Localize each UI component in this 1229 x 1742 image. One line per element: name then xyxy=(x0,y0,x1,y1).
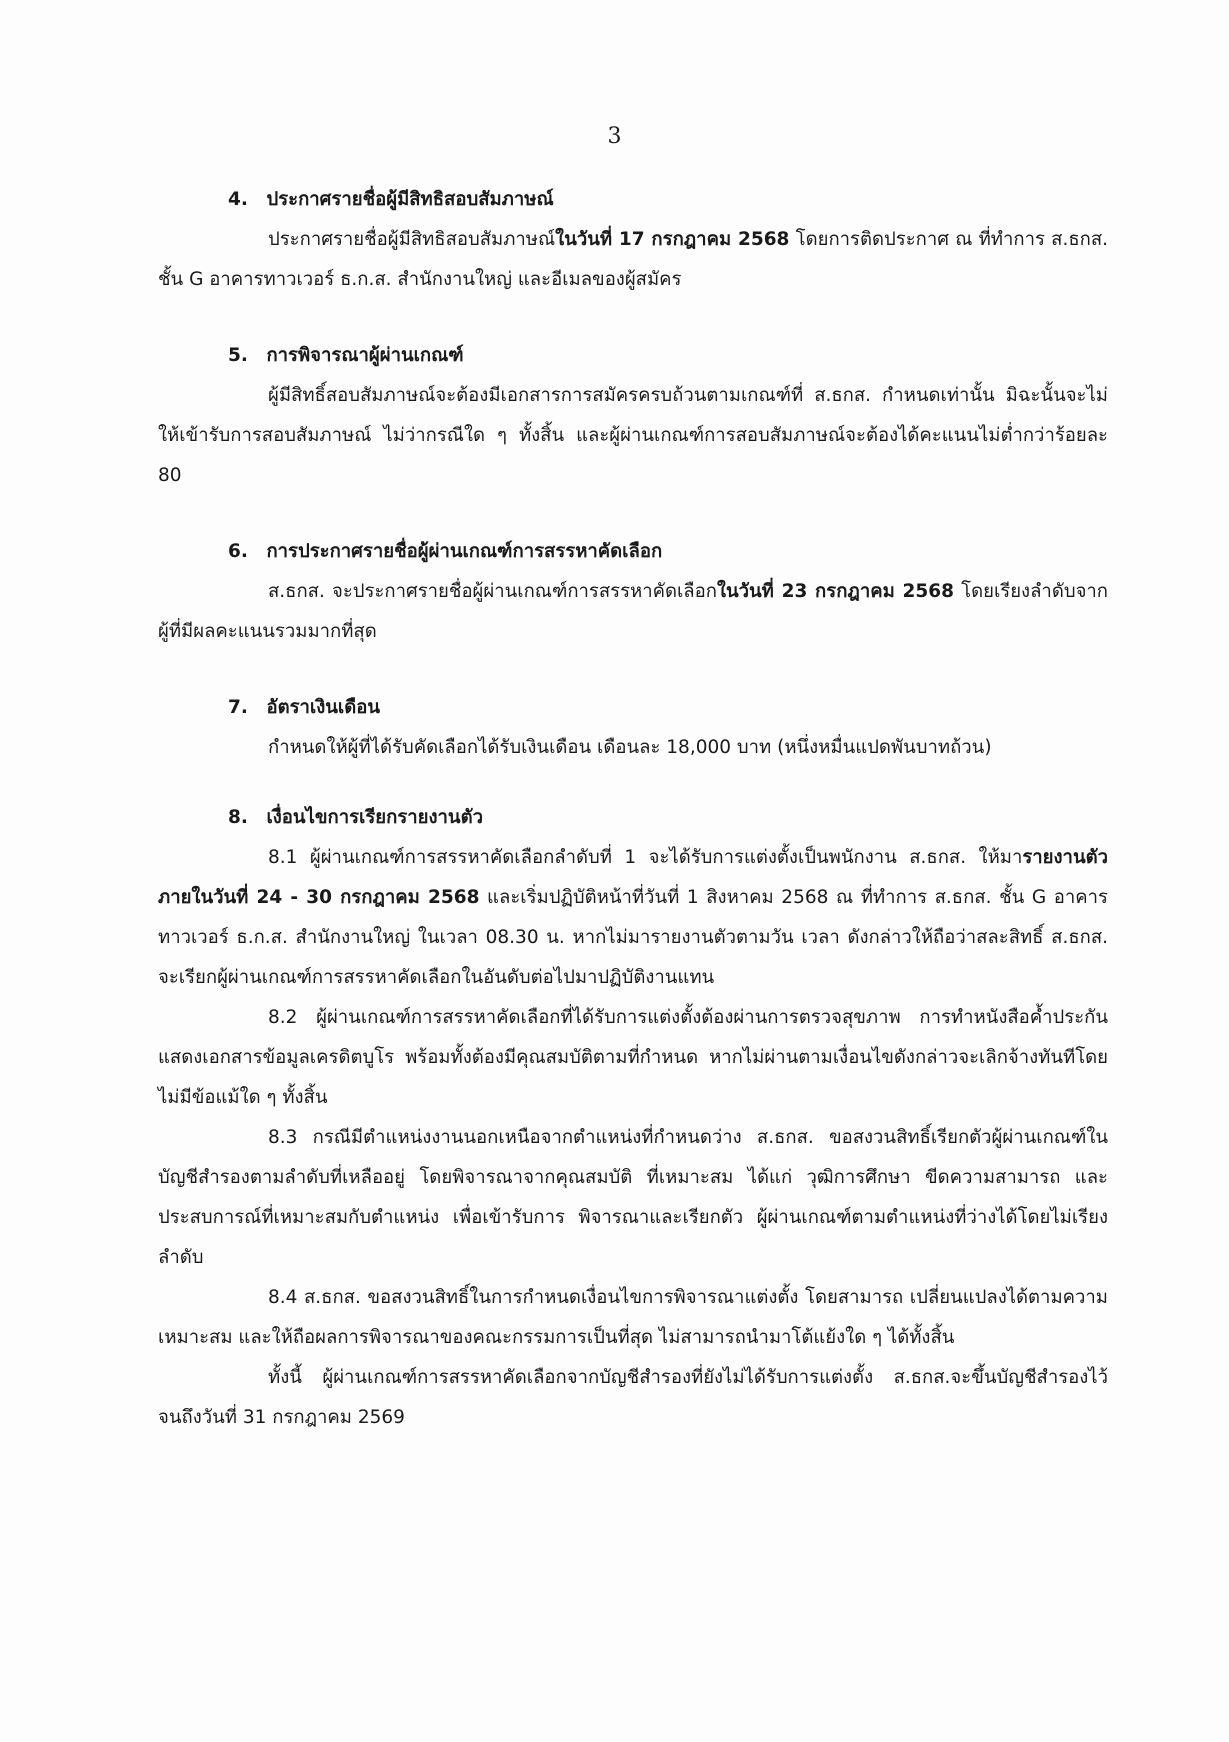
section-5 xyxy=(158,336,1108,496)
section-6 xyxy=(158,532,1108,652)
paragraph-8-2: 8.2 ผู้ผ่านเกณฑ์การสรรหาคัดเลือกที่ได้รับการแต่งตั้งต้องผ่านการตรวจสุขภาพ การทำหนังสือค้ำประกัน แสดงเอกสารข้อมูลเครดิตบูโร พร้อมทั้งต้องมีคุณสมบัติตามที่กำหนด หากไม่ผ่านตามเงื่อนไขดังกล่าวจะเลิกจ้างทันทีโดยไม่มีข้อแม้ใด ๆ ทั้งสิ้น xyxy=(158,1007,1108,1108)
section-title: อัตราเงินเดือน xyxy=(266,697,381,718)
section-heading xyxy=(158,798,1108,838)
paragraph-closing: ทั้งนี้ ผู้ผ่านเกณฑ์การสรรหาคัดเลือกจากบัญชีสำรองที่ยังไม่ได้รับการแต่งตั้ง ส.ธกส.จะขึ้นบัญชีสำรองไว้จนถึงวันที่ 31 กรกฎาคม 2569 xyxy=(158,1367,1108,1428)
page-number: 3 xyxy=(607,124,622,149)
paragraph-8-4: 8.4 ส.ธกส. ขอสงวนสิทธิ์ในการกำหนดเงื่อนไขการพิจารณาแต่งตั้ง โดยสามารถ เปลี่ยนแปลงได้ตามความเหมาะสม และให้ถือผลการพิจารณาของคณะกรรมการเป็นที่สุด ไม่สามารถนำมาโต้แย้งใด ๆ ได้ทั้งสิ้น xyxy=(158,1287,1108,1348)
section-number: 4. xyxy=(228,189,248,210)
section-4 xyxy=(158,180,1108,300)
section-number: 5. xyxy=(228,345,248,366)
section-number: 6. xyxy=(228,541,248,562)
paragraph-text: โดยการติดประกาศ ณ ที่ทำการ ส.ธกส. ชั้น G อาคารทาวเวอร์ ธ.ก.ส. สำนักงานใหญ่ และอีเมลของผู้สมัคร xyxy=(158,229,1108,290)
section-number: 7. xyxy=(228,697,248,718)
section-7 xyxy=(158,688,1108,768)
section-title: การประกาศรายชื่อผู้ผ่านเกณฑ์การสรรหาคัดเลือก xyxy=(266,541,663,562)
paragraph-text: ประกาศรายชื่อผู้มีสิทธิสอบสัมภาษณ์ xyxy=(268,229,556,250)
section-8 xyxy=(158,798,1108,1438)
paragraph-bold-text: ในวันที่ 17 กรกฎาคม 2568 xyxy=(555,229,790,250)
section-heading xyxy=(158,336,1108,376)
paragraph-8-3: 8.3 กรณีมีตำแหน่งงานนอกเหนือจากตำแหน่งที่กำหนดว่าง ส.ธกส. ขอสงวนสิทธิ์เรียกตัวผู้ผ่านเกณฑ์ในบัญชีสำรองตามลำดับที่เหลืออยู่ โดยพิจารณาจากคุณสมบัติ ที่เหมาะสม ได้แก่ วุฒิการศึกษา ขีดความสามารถ และประสบการณ์ที่เหมาะสมกับตำแหน่ง เพื่อเข้ารับการ พิจารณาและเรียกตัว ผู้ผ่านเกณฑ์ตามตำแหน่งที่ว่างได้โดยไม่เรียงลำดับ xyxy=(158,1127,1108,1268)
section-number: 8. xyxy=(228,807,248,828)
paragraph xyxy=(158,220,1108,300)
paragraph xyxy=(158,572,1108,652)
paragraph-text: โดยเรียงลำดับจากผู้ที่มีผลคะแนนรวมมากที่สุด xyxy=(158,581,1108,642)
section-heading xyxy=(158,688,1108,728)
section-heading xyxy=(158,532,1108,572)
section-title: ประกาศรายชื่อผู้มีสิทธิสอบสัมภาษณ์ xyxy=(266,189,554,210)
document-body xyxy=(158,180,1108,1438)
section-heading xyxy=(158,180,1108,220)
paragraph: ผู้มีสิทธิ์สอบสัมภาษณ์จะต้องมีเอกสารการสมัครครบถ้วนตามเกณฑ์ที่ ส.ธกส. กำหนดเท่านั้น มิฉะนั้นจะไม่ให้เข้ารับการสอบสัมภาษณ์ ไม่ว่ากรณีใด ๆ ทั้งสิ้น และผู้ผ่านเกณฑ์การสอบสัมภาษณ์จะต้องได้คะแนนไม่ต่ำกว่าร้อยละ 80 xyxy=(158,385,1108,486)
paragraph-text: ส.ธกส. จะประกาศรายชื่อผู้ผ่านเกณฑ์การสรรหาคัดเลือก xyxy=(268,581,717,602)
section-title: เงื่อนไขการเรียกรายงานตัว xyxy=(266,807,483,828)
paragraph-text: และเริ่มปฏิบัติหน้าที่วันที่ 1 สิงหาคม 2568 ณ ที่ทำการ ส.ธกส. ชั้น G อาคารทาวเวอร์ ธ.ก.ส. สำนักงานใหญ่ ในเวลา 08.30 น. หากไม่มารายงานตัวตามวัน เวลา ดังกล่าวให้ถือว่าสละสิทธิ์ ส.ธกส. จะเรียกผู้ผ่านเกณฑ์การสรรหาคัดเลือกในอันดับต่อไปมาปฏิบัติงานแทน xyxy=(158,887,1108,988)
paragraph-8-1 xyxy=(158,838,1108,998)
paragraph-bold-text: รายงานตัวภายในวันที่ 24 - 30 กรกฎาคม 2568 xyxy=(158,847,1108,908)
paragraph: กำหนดให้ผู้ที่ได้รับคัดเลือกได้รับเงินเดือน เดือนละ 18,000 บาท (หนึ่งหมื่นแปดพันบาทถ้วน) xyxy=(268,737,992,758)
section-title: การพิจารณาผู้ผ่านเกณฑ์ xyxy=(266,345,464,366)
paragraph-bold-text: ในวันที่ 23 กรกฎาคม 2568 xyxy=(716,581,954,602)
paragraph-text: 8.1 ผู้ผ่านเกณฑ์การสรรหาคัดเลือกลำดับที่ 1 จะได้รับการแต่งตั้งเป็นพนักงาน ส.ธกส. ให้มา xyxy=(268,847,1023,868)
